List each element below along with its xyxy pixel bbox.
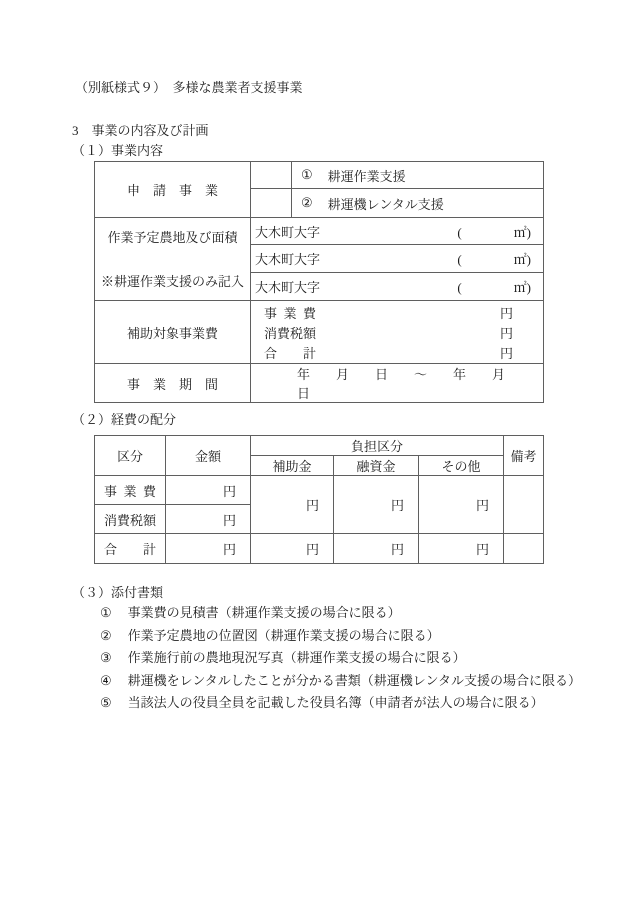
subsection-3-title: （３）添付書類 bbox=[72, 585, 164, 600]
column-header-burden: 負担区分 bbox=[251, 436, 504, 456]
farmland-area-2: ( ㎡) bbox=[457, 252, 531, 267]
project-cost-amount-cell: 円 bbox=[166, 476, 251, 505]
subsidy-line-3-label: 合 計 bbox=[264, 345, 317, 361]
total-other-cell: 円 bbox=[419, 534, 504, 564]
attachment-4-number: ④ bbox=[100, 672, 112, 688]
column-header-amount: 金額 bbox=[166, 436, 251, 476]
table-row bbox=[95, 436, 544, 456]
table-row bbox=[95, 364, 544, 403]
column-header-remarks: 備考 bbox=[504, 436, 544, 476]
subsidy-line-3-unit: 円 bbox=[499, 345, 513, 361]
table-row bbox=[95, 534, 544, 564]
form-style-label: （別紙様式９） 多様な農業者支援事業 bbox=[75, 80, 303, 95]
list-item bbox=[100, 692, 581, 715]
option-1-number: ① bbox=[301, 167, 313, 182]
list-item bbox=[100, 647, 581, 670]
attachment-2-number: ② bbox=[100, 627, 112, 643]
attachment-list bbox=[100, 602, 581, 715]
total-loan-cell: 円 bbox=[334, 534, 419, 564]
attachment-2-text: 作業予定農地の位置図（耕運作業支援の場合に限る） bbox=[127, 627, 440, 643]
total-subsidy-cell: 円 bbox=[251, 534, 334, 564]
subsidy-target-label: 補助対象事業費 bbox=[95, 301, 251, 364]
farmland-label-line1: 作業予定農地及び面積 bbox=[107, 230, 238, 245]
option-2-cell bbox=[292, 189, 544, 218]
applied-business-label: 申 請 事 業 bbox=[95, 162, 251, 218]
table-row bbox=[95, 162, 544, 189]
consumption-tax-amount-cell: 円 bbox=[166, 505, 251, 534]
section-3-title: 3 事業の内容及び計画 bbox=[72, 123, 209, 138]
attachment-1-number: ① bbox=[100, 605, 112, 620]
farmland-entry-cell bbox=[251, 273, 544, 301]
option-2-number: ② bbox=[301, 195, 313, 210]
attachment-4-text: 耕運機をレンタルしたことが分かる書類（耕運機レンタル支援の場合に限る） bbox=[127, 672, 581, 688]
attachment-5-text: 当該法人の役員全員を記載した役員名簿（申請者が法人の場合に限る） bbox=[127, 695, 544, 710]
list-item bbox=[100, 602, 581, 625]
farmland-area-1: ( ㎡) bbox=[457, 224, 531, 240]
farmland-area-3: ( ㎡) bbox=[457, 280, 531, 295]
attachment-3-number: ③ bbox=[100, 650, 112, 665]
merged-loan-cell: 円 bbox=[334, 476, 419, 534]
project-period-value: 年 月 日 ～ 年 月 日 bbox=[251, 364, 544, 403]
merged-subsidy-cell: 円 bbox=[251, 476, 334, 534]
farmland-label-line2: ※耕運作業支援のみ記入 bbox=[100, 274, 244, 289]
option-1-label: 耕運作業支援 bbox=[327, 168, 406, 184]
farmland-place-2: 大木町大字 bbox=[255, 252, 321, 267]
business-detail-table bbox=[94, 161, 544, 403]
column-header-category: 区分 bbox=[95, 436, 166, 476]
list-item bbox=[100, 625, 581, 648]
column-header-loan: 融資金 bbox=[334, 456, 419, 476]
subsidy-line-2-unit: 円 bbox=[499, 325, 513, 341]
cost-allocation-table bbox=[94, 435, 544, 564]
total-amount-cell: 円 bbox=[166, 534, 251, 564]
list-item bbox=[100, 670, 581, 693]
merged-remarks-cell bbox=[504, 476, 544, 534]
table-row bbox=[95, 218, 544, 245]
subsidy-amount-cell bbox=[251, 301, 544, 364]
total-remarks-cell bbox=[504, 534, 544, 564]
attachment-3-text: 作業施行前の農地現況写真（耕運作業支援の場合に限る） bbox=[127, 650, 466, 665]
table-row bbox=[95, 476, 544, 505]
option-2-label: 耕運機レンタル支援 bbox=[327, 196, 444, 212]
subsection-2-title: （２）経費の配分 bbox=[72, 412, 177, 427]
attachment-5-number: ⑤ bbox=[100, 695, 112, 710]
farmland-label-cell bbox=[95, 218, 251, 301]
merged-other-cell: 円 bbox=[419, 476, 504, 534]
option-2-checkbox-cell bbox=[251, 189, 292, 218]
farmland-entry-cell bbox=[251, 218, 544, 245]
row-label-total: 合 計 bbox=[95, 534, 166, 564]
subsidy-line-1-unit: 円 bbox=[499, 305, 513, 321]
column-header-subsidy: 補助金 bbox=[251, 456, 334, 476]
subsection-1-title: （１）事業内容 bbox=[72, 143, 164, 158]
row-label-project-cost: 事 業 費 bbox=[95, 476, 166, 505]
subsidy-line-2-label: 消費税額 bbox=[264, 325, 317, 341]
option-1-checkbox-cell bbox=[251, 162, 292, 189]
option-1-cell bbox=[292, 162, 544, 189]
subsidy-line-1-label: 事 業 費 bbox=[264, 305, 317, 321]
farmland-place-1: 大木町大字 bbox=[255, 224, 321, 240]
farmland-entry-cell bbox=[251, 245, 544, 273]
table-row bbox=[95, 301, 544, 364]
farmland-place-3: 大木町大字 bbox=[255, 280, 321, 295]
attachment-1-text: 事業費の見積書（耕運作業支援の場合に限る） bbox=[127, 605, 401, 620]
row-label-consumption-tax: 消費税額 bbox=[95, 505, 166, 534]
column-header-other: その他 bbox=[419, 456, 504, 476]
project-period-label: 事 業 期 間 bbox=[95, 364, 251, 403]
